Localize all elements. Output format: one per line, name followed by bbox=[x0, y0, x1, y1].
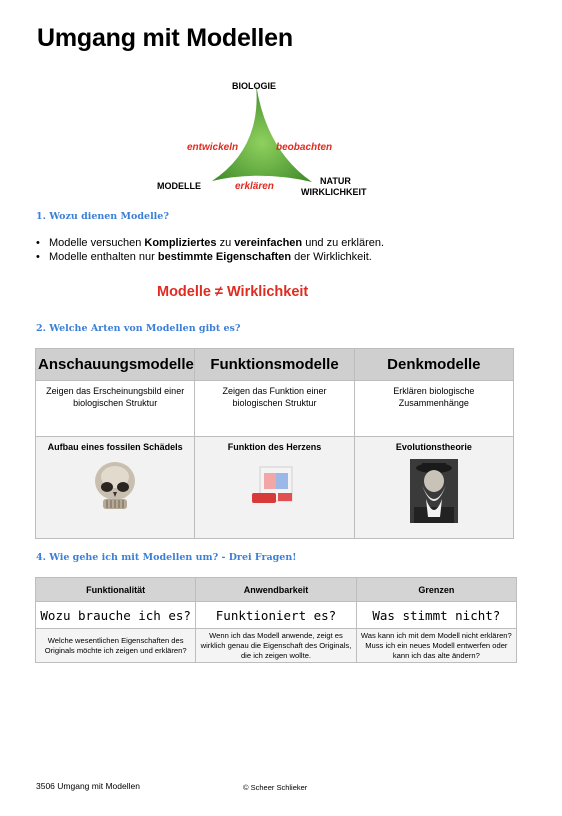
example-title: Funktion des Herzens bbox=[227, 442, 322, 452]
triangle-fill bbox=[212, 84, 312, 182]
diagram-label-natur: NATUR bbox=[320, 176, 351, 186]
model-not-reality-statement: Modelle ≠ Wirklichkeit bbox=[157, 284, 309, 300]
example-cell bbox=[36, 437, 195, 539]
footer-document-id: 3506 Umgang mit Modellen bbox=[36, 781, 140, 791]
three-questions-table bbox=[35, 577, 517, 663]
column-header-denk: Denkmodelle bbox=[354, 349, 513, 381]
model-types-table bbox=[35, 348, 514, 539]
darwin-portrait-image bbox=[410, 459, 458, 523]
question-cell: Was stimmt nicht? bbox=[356, 602, 516, 629]
purpose-bullet-list bbox=[36, 236, 536, 264]
section1-heading: 1. Wozu dienen Modelle? bbox=[36, 211, 169, 222]
bullet-item: • Modelle versuchen Kompliziertes zu vereinfachen und zu erklären. bbox=[36, 236, 536, 250]
answer-cell: Was kann ich mit dem Modell nicht erklären? Muss ich ein neues Modell entwerfen oder kann ich das alte ändern? bbox=[356, 629, 516, 663]
page-title: Umgang mit Modellen bbox=[37, 24, 293, 52]
bullet-item: • Modelle enthalten nur bestimmte Eigenschaften der Wirklichkeit. bbox=[36, 250, 536, 264]
description-cell: Zeigen das Erscheinungsbild einer biologischen Struktur bbox=[36, 381, 195, 437]
section4-heading: 4. Wie gehe ich mit Modellen um? - Drei Fragen! bbox=[36, 552, 297, 563]
question-cell: Funktioniert es? bbox=[196, 602, 356, 629]
arrow-label-entwickeln: entwickeln bbox=[187, 142, 239, 153]
diagram-label-modelle: MODELLE bbox=[157, 181, 201, 191]
example-cell bbox=[354, 437, 513, 539]
skull-image bbox=[89, 459, 141, 515]
example-cell bbox=[195, 437, 354, 539]
arrow-label-beobachten: beobachten bbox=[276, 142, 333, 153]
column-header-funktion: Funktionsmodelle bbox=[195, 349, 354, 381]
column-header-grenzen: Grenzen bbox=[356, 578, 516, 602]
arrow-label-erklaeren: erklären bbox=[235, 181, 274, 192]
question-cell: Wozu brauche ich es? bbox=[36, 602, 196, 629]
heart-model-image bbox=[248, 459, 300, 509]
column-header-anwendbarkeit: Anwendbarkeit bbox=[196, 578, 356, 602]
example-title: Evolutionstheorie bbox=[395, 442, 472, 452]
description-cell: Erklären biologische Zusammenhänge bbox=[354, 381, 513, 437]
example-title: Aufbau eines fossilen Schädels bbox=[47, 442, 183, 452]
footer-copyright: © Scheer Schlieker bbox=[243, 783, 308, 792]
column-header-anschauung: Anschauungsmodelle bbox=[36, 349, 195, 381]
diagram-label-biologie: BIOLOGIE bbox=[232, 81, 277, 91]
answer-cell: Welche wesentlichen Eigenschaften des Originals möchte ich zeigen und erklären? bbox=[36, 629, 196, 663]
diagram-label-wirklichkeit: WIRKLICHKEIT bbox=[301, 187, 367, 197]
description-cell: Zeigen das Funktion einer biologischen Struktur bbox=[195, 381, 354, 437]
column-header-funktionalitaet: Funktionalität bbox=[36, 578, 196, 602]
model-triangle-diagram bbox=[150, 78, 390, 203]
answer-cell: Wenn ich das Modell anwende, zeigt es wirklich genau die Eigenschaft des Originals, die ich zeigen wollte. bbox=[196, 629, 356, 663]
section2-heading: 2. Welche Arten von Modellen gibt es? bbox=[36, 323, 241, 334]
